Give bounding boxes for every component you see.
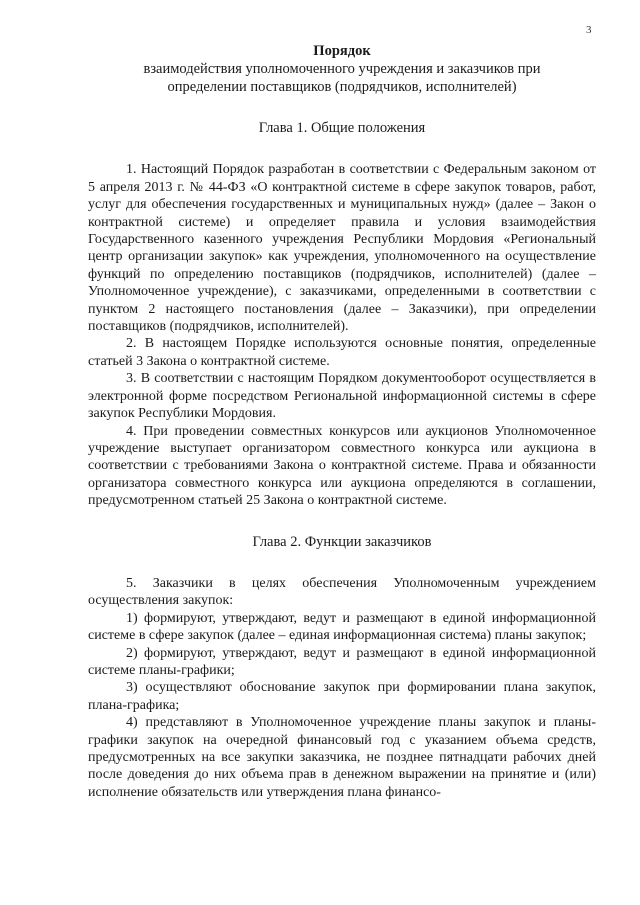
paragraph-1: 1. Настоящий Порядок разработан в соответствии с Федеральным законом от 5 апреля 2013 г. № 44-ФЗ «О контрактной системе в сфере закупок товаров, работ, услуг для обеспечения государственных и муниципальных нужд» (далее – Закон о контрактной системе) и определяет правила и условия взаимодействия Государственного казенного учреждения Республики Мордовия «Региональный центр организации закупок» как учреждения, уполномоченного на осуществление функций по определению поставщиков (подрядчиков, исполнителей) (далее – Уполномоченное учреждение), с заказчиками, определенными в соответствии с пунктом 2 настоящего постановления (далее – Заказчики), при определении поставщиков (подрядчиков, исполнителей). — [88, 162, 596, 335]
subitem-3: 3) осуществляют обоснование закупок при формировании плана закупок, плана-графика; — [88, 680, 596, 713]
chapter-2-heading: Глава 2. Функции заказчиков — [252, 533, 432, 550]
paragraph-5: 5. Заказчики в целях обеспечения Уполномоченным учреждением осуществления закупок: — [88, 575, 596, 609]
paragraph-2: 2. В настоящем Порядке используются основные понятия, определенные статьей 3 Закона о контрактной системе. — [88, 336, 596, 369]
subitem-2: 2) формируют, утверждают, ведут и размещают в единой информационной системе планы-графики; — [88, 645, 596, 678]
chapter-1-heading: Глава 1. Общие положения — [258, 120, 426, 136]
document-body — [88, 42, 596, 801]
document-title — [88, 42, 596, 96]
paragraph-3: 3. В соответствии с настоящим Порядком документооборот осуществляется в электронной форме посредством Региональной информационной системы в сфере закупок Республики Мордовия. — [88, 371, 596, 422]
paragraph-4: 4. При проведении совместных конкурсов или аукционов Уполномоченное учреждение выступает организатором совместного конкурса или аукциона в соответствии с требованиями Закона о контрактной системе. Права и обязанности организатора совместного конкурса или аукциона определяются в соглашении, предусмотренном статьей 25 Закона о контрактной системе. — [88, 423, 596, 509]
title-line-2: определении поставщиков (подрядчиков, исполнителей) — [167, 79, 517, 95]
subitem-4: 4) представляют в Уполномоченное учреждение планы закупок и планы-графики закупок на очередной финансовый год с указанием объема средств, предусмотренных на все закупки заказчика, не позднее пятнадцати рабочих дней после доведения до них объема прав в денежном выражении на принятие и (или) исполнение обязательств или утверждения плана финансо- — [88, 715, 596, 800]
page-number: 3 — [586, 24, 592, 36]
title-line-1: взаимодействия уполномоченного учреждения и заказчиков при — [143, 61, 541, 77]
title-main: Порядок — [313, 43, 371, 59]
subitem-1: 1) формируют, утверждают, ведут и размещают в единой информационной системе в сфере закупок (далее – единая информационная система) планы закупок; — [88, 610, 596, 644]
